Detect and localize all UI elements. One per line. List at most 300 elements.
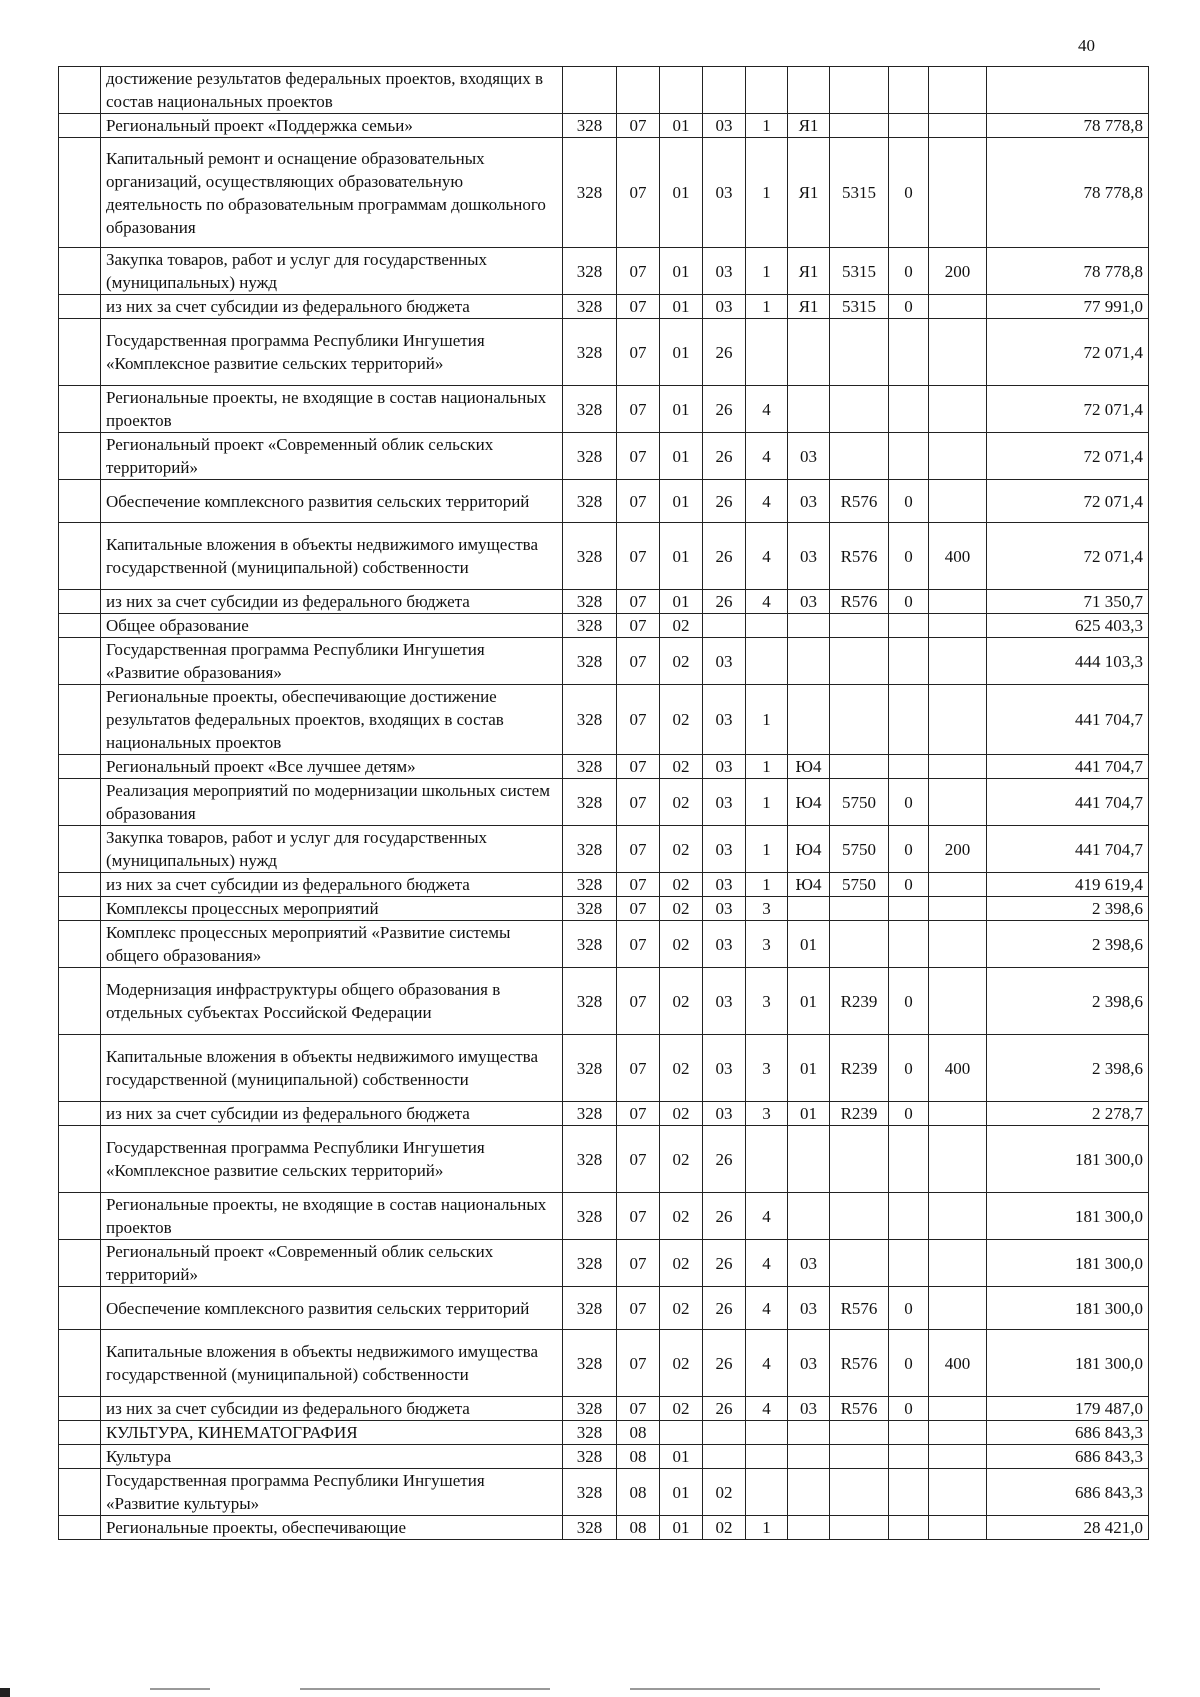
cell-type: 3 <box>746 897 788 921</box>
cell-direction <box>830 897 889 921</box>
cell-z <box>889 755 929 779</box>
cell-pg: 26 <box>703 480 746 523</box>
cell-name: Реализация мероприятий по модернизации школьных систем образования <box>101 779 563 826</box>
table-row <box>59 826 1149 873</box>
cell-name: Государственная программа Республики Ингушетия «Развитие культуры» <box>101 1469 563 1516</box>
cell-name: Капитальные вложения в объекты недвижимого имущества государственной (муниципальной) собственности <box>101 1330 563 1397</box>
cell-pg: 03 <box>703 897 746 921</box>
cell-ved: 328 <box>563 1240 617 1287</box>
cell-direction: R576 <box>830 1397 889 1421</box>
cell-sum: 686 843,3 <box>987 1445 1149 1469</box>
cell-type <box>746 638 788 685</box>
cell-pg <box>703 1445 746 1469</box>
cell-index <box>59 1469 101 1516</box>
cell-pg <box>703 67 746 114</box>
cell-name: Обеспечение комплексного развития сельских территорий <box>101 480 563 523</box>
cell-pg: 26 <box>703 386 746 433</box>
cell-direction <box>830 433 889 480</box>
cell-sum <box>987 67 1149 114</box>
cell-type: 1 <box>746 873 788 897</box>
table-row <box>59 319 1149 386</box>
cell-ved: 328 <box>563 295 617 319</box>
cell-vr <box>929 480 987 523</box>
cell-z: 0 <box>889 1035 929 1102</box>
cell-rz: 07 <box>617 1193 660 1240</box>
cell-z <box>889 1421 929 1445</box>
cell-name: Капитальные вложения в объекты недвижимого имущества государственной (муниципальной) собственности <box>101 523 563 590</box>
cell-direction <box>830 685 889 755</box>
cell-name: Общее образование <box>101 614 563 638</box>
cell-ved: 328 <box>563 826 617 873</box>
cell-z: 0 <box>889 968 929 1035</box>
cell-pg: 03 <box>703 114 746 138</box>
cell-type: 4 <box>746 386 788 433</box>
cell-name: достижение результатов федеральных проектов, входящих в состав национальных проектов <box>101 67 563 114</box>
cell-pg: 26 <box>703 523 746 590</box>
cell-project: 01 <box>788 1035 830 1102</box>
table-body <box>59 67 1149 1540</box>
table-row <box>59 921 1149 968</box>
table-row <box>59 1035 1149 1102</box>
cell-rz <box>617 67 660 114</box>
cell-direction <box>830 614 889 638</box>
cell-sum: 72 071,4 <box>987 480 1149 523</box>
cell-sum: 441 704,7 <box>987 685 1149 755</box>
cell-ved: 328 <box>563 638 617 685</box>
cell-type: 1 <box>746 248 788 295</box>
cell-name: Капитальный ремонт и оснащение образовательных организаций, осуществляющих образовательную деятельность по образовательным программам дошкольного образования <box>101 138 563 248</box>
cell-z: 0 <box>889 873 929 897</box>
cell-project: 03 <box>788 433 830 480</box>
cell-z <box>889 1240 929 1287</box>
cell-z: 0 <box>889 826 929 873</box>
cell-sum: 441 704,7 <box>987 755 1149 779</box>
cell-type: 4 <box>746 1287 788 1330</box>
cell-ved: 328 <box>563 114 617 138</box>
cell-pr: 02 <box>660 1240 703 1287</box>
cell-index <box>59 1287 101 1330</box>
cell-z: 0 <box>889 295 929 319</box>
cell-rz: 07 <box>617 114 660 138</box>
cell-vr <box>929 685 987 755</box>
cell-pr: 02 <box>660 1330 703 1397</box>
cell-ved: 328 <box>563 685 617 755</box>
cell-pg: 03 <box>703 921 746 968</box>
cell-pr: 02 <box>660 685 703 755</box>
cell-project <box>788 897 830 921</box>
cell-pr: 02 <box>660 921 703 968</box>
table-row <box>59 873 1149 897</box>
cell-z: 0 <box>889 1287 929 1330</box>
table-row <box>59 755 1149 779</box>
table-row <box>59 480 1149 523</box>
cell-direction: R576 <box>830 590 889 614</box>
cell-z <box>889 1126 929 1193</box>
cell-project: 03 <box>788 523 830 590</box>
cell-pr <box>660 1421 703 1445</box>
cell-name: из них за счет субсидии из федерального бюджета <box>101 1397 563 1421</box>
cell-sum: 444 103,3 <box>987 638 1149 685</box>
table-row <box>59 523 1149 590</box>
cell-name: Комплексы процессных мероприятий <box>101 897 563 921</box>
cell-vr <box>929 1102 987 1126</box>
cell-rz: 07 <box>617 1035 660 1102</box>
cell-rz: 07 <box>617 433 660 480</box>
cell-project: 01 <box>788 1102 830 1126</box>
cell-type <box>746 614 788 638</box>
cell-name: из них за счет субсидии из федерального бюджета <box>101 873 563 897</box>
cell-rz: 07 <box>617 755 660 779</box>
cell-z <box>889 1193 929 1240</box>
cell-type <box>746 1469 788 1516</box>
cell-project: 01 <box>788 968 830 1035</box>
cell-index <box>59 614 101 638</box>
cell-z: 0 <box>889 590 929 614</box>
cell-direction <box>830 319 889 386</box>
cell-index <box>59 480 101 523</box>
cell-vr <box>929 386 987 433</box>
table-row <box>59 638 1149 685</box>
cell-direction <box>830 1193 889 1240</box>
cell-rz: 07 <box>617 638 660 685</box>
cell-pr: 02 <box>660 638 703 685</box>
cell-pg: 03 <box>703 685 746 755</box>
cell-pg: 26 <box>703 590 746 614</box>
cell-project <box>788 67 830 114</box>
cell-ved: 328 <box>563 319 617 386</box>
cell-project: Я1 <box>788 114 830 138</box>
cell-vr <box>929 433 987 480</box>
cell-type: 1 <box>746 138 788 248</box>
cell-type <box>746 319 788 386</box>
table-row <box>59 614 1149 638</box>
cell-z: 0 <box>889 779 929 826</box>
cell-z: 0 <box>889 1397 929 1421</box>
cell-direction <box>830 638 889 685</box>
cell-index <box>59 1193 101 1240</box>
cell-index <box>59 897 101 921</box>
cell-pr: 01 <box>660 433 703 480</box>
table-row <box>59 1240 1149 1287</box>
cell-sum: 181 300,0 <box>987 1330 1149 1397</box>
cell-direction <box>830 755 889 779</box>
cell-index <box>59 590 101 614</box>
cell-index <box>59 433 101 480</box>
cell-index <box>59 67 101 114</box>
cell-sum: 78 778,8 <box>987 138 1149 248</box>
cell-vr: 400 <box>929 523 987 590</box>
cell-rz: 07 <box>617 480 660 523</box>
table-row <box>59 1397 1149 1421</box>
cell-type: 4 <box>746 523 788 590</box>
cell-vr <box>929 1445 987 1469</box>
cell-type: 1 <box>746 685 788 755</box>
cell-sum: 441 704,7 <box>987 779 1149 826</box>
cell-pg <box>703 614 746 638</box>
cell-rz: 07 <box>617 1126 660 1193</box>
cell-project: Ю4 <box>788 755 830 779</box>
cell-vr <box>929 873 987 897</box>
cell-pg: 03 <box>703 1035 746 1102</box>
cell-pr: 02 <box>660 1035 703 1102</box>
cell-ved: 328 <box>563 523 617 590</box>
cell-sum: 181 300,0 <box>987 1193 1149 1240</box>
cell-direction <box>830 114 889 138</box>
cell-pg: 03 <box>703 295 746 319</box>
cell-type: 1 <box>746 755 788 779</box>
cell-sum: 77 991,0 <box>987 295 1149 319</box>
cell-pg: 26 <box>703 319 746 386</box>
cell-direction: R576 <box>830 1330 889 1397</box>
cell-pr: 02 <box>660 968 703 1035</box>
cell-rz: 07 <box>617 295 660 319</box>
cell-direction <box>830 1469 889 1516</box>
cell-z <box>889 386 929 433</box>
cell-index <box>59 295 101 319</box>
cell-direction: 5750 <box>830 873 889 897</box>
cell-pr: 02 <box>660 1397 703 1421</box>
cell-ved: 328 <box>563 480 617 523</box>
cell-name: Модернизация инфраструктуры общего образования в отдельных субъектах Российской Федерации <box>101 968 563 1035</box>
cell-pg <box>703 1421 746 1445</box>
cell-pr: 02 <box>660 779 703 826</box>
table-row <box>59 897 1149 921</box>
cell-index <box>59 1445 101 1469</box>
cell-project: 03 <box>788 1330 830 1397</box>
cell-vr <box>929 755 987 779</box>
cell-project <box>788 1445 830 1469</box>
cell-index <box>59 1126 101 1193</box>
cell-sum: 72 071,4 <box>987 523 1149 590</box>
cell-index <box>59 1035 101 1102</box>
cell-direction <box>830 1126 889 1193</box>
cell-direction <box>830 386 889 433</box>
table-row <box>59 1445 1149 1469</box>
cell-name: КУЛЬТУРА, КИНЕМАТОГРАФИЯ <box>101 1421 563 1445</box>
cell-vr: 400 <box>929 1035 987 1102</box>
cell-ved: 328 <box>563 386 617 433</box>
cell-name: из них за счет субсидии из федерального бюджета <box>101 295 563 319</box>
cell-ved: 328 <box>563 1193 617 1240</box>
cell-z <box>889 433 929 480</box>
table-row <box>59 590 1149 614</box>
cell-type: 4 <box>746 590 788 614</box>
cell-index <box>59 386 101 433</box>
cell-project <box>788 1516 830 1540</box>
cell-name: Региональный проект «Современный облик сельских территорий» <box>101 433 563 480</box>
table-row <box>59 1102 1149 1126</box>
cell-rz: 07 <box>617 319 660 386</box>
cell-z: 0 <box>889 523 929 590</box>
cell-type: 3 <box>746 968 788 1035</box>
cell-name: Региональные проекты, обеспечивающие достижение результатов федеральных проектов, входящих в состав национальных проектов <box>101 685 563 755</box>
cell-index <box>59 1516 101 1540</box>
cell-pr: 01 <box>660 480 703 523</box>
cell-project <box>788 614 830 638</box>
table-row <box>59 1287 1149 1330</box>
cell-rz: 08 <box>617 1421 660 1445</box>
cell-index <box>59 1240 101 1287</box>
table-row <box>59 433 1149 480</box>
cell-z <box>889 897 929 921</box>
cell-pg: 26 <box>703 1330 746 1397</box>
cell-project <box>788 1469 830 1516</box>
cell-z <box>889 114 929 138</box>
cell-type: 1 <box>746 1516 788 1540</box>
cell-ved: 328 <box>563 755 617 779</box>
cell-index <box>59 921 101 968</box>
cell-ved: 328 <box>563 873 617 897</box>
cell-z: 0 <box>889 1330 929 1397</box>
scan-artifact-mark <box>0 1688 10 1697</box>
cell-type: 3 <box>746 921 788 968</box>
cell-vr <box>929 897 987 921</box>
cell-name: Региональный проект «Современный облик сельских территорий» <box>101 1240 563 1287</box>
cell-z <box>889 614 929 638</box>
cell-pg: 03 <box>703 248 746 295</box>
cell-project: 03 <box>788 590 830 614</box>
table-row <box>59 1421 1149 1445</box>
cell-vr <box>929 1397 987 1421</box>
cell-project: 03 <box>788 1287 830 1330</box>
cell-vr <box>929 1421 987 1445</box>
cell-index <box>59 968 101 1035</box>
cell-ved: 328 <box>563 1397 617 1421</box>
cell-pr: 01 <box>660 523 703 590</box>
cell-sum: 2 398,6 <box>987 968 1149 1035</box>
cell-type: 1 <box>746 114 788 138</box>
cell-sum: 2 278,7 <box>987 1102 1149 1126</box>
cell-index <box>59 319 101 386</box>
cell-pr <box>660 67 703 114</box>
cell-ved: 328 <box>563 1287 617 1330</box>
cell-rz: 07 <box>617 138 660 248</box>
cell-pr: 01 <box>660 114 703 138</box>
cell-sum: 2 398,6 <box>987 897 1149 921</box>
cell-direction: 5315 <box>830 138 889 248</box>
cell-pr: 01 <box>660 1516 703 1540</box>
cell-direction <box>830 1516 889 1540</box>
cell-direction <box>830 921 889 968</box>
cell-sum: 72 071,4 <box>987 433 1149 480</box>
cell-type <box>746 67 788 114</box>
cell-rz: 07 <box>617 1397 660 1421</box>
cell-pr: 01 <box>660 138 703 248</box>
cell-vr: 400 <box>929 1330 987 1397</box>
cell-rz: 08 <box>617 1516 660 1540</box>
cell-rz: 07 <box>617 826 660 873</box>
cell-vr <box>929 779 987 826</box>
cell-direction: 5315 <box>830 248 889 295</box>
cell-name: Государственная программа Республики Ингушетия «Развитие образования» <box>101 638 563 685</box>
cell-pr: 01 <box>660 295 703 319</box>
cell-pr: 02 <box>660 1193 703 1240</box>
cell-pr: 01 <box>660 1445 703 1469</box>
cell-ved: 328 <box>563 248 617 295</box>
cell-z <box>889 638 929 685</box>
cell-ved: 328 <box>563 1516 617 1540</box>
cell-index <box>59 1421 101 1445</box>
cell-name: Региональные проекты, не входящие в состав национальных проектов <box>101 386 563 433</box>
cell-project: 03 <box>788 1397 830 1421</box>
cell-sum: 28 421,0 <box>987 1516 1149 1540</box>
cell-sum: 419 619,4 <box>987 873 1149 897</box>
cell-project: 03 <box>788 480 830 523</box>
cell-pr: 02 <box>660 614 703 638</box>
cell-pg: 02 <box>703 1469 746 1516</box>
table-row <box>59 685 1149 755</box>
cell-pr: 02 <box>660 1287 703 1330</box>
cell-pr: 02 <box>660 1102 703 1126</box>
cell-vr <box>929 114 987 138</box>
cell-z <box>889 1445 929 1469</box>
cell-rz: 07 <box>617 590 660 614</box>
cell-rz: 07 <box>617 1240 660 1287</box>
cell-ved <box>563 67 617 114</box>
cell-type: 1 <box>746 779 788 826</box>
cell-pr: 01 <box>660 248 703 295</box>
cell-index <box>59 523 101 590</box>
cell-pg: 03 <box>703 826 746 873</box>
cell-vr <box>929 1193 987 1240</box>
cell-type: 4 <box>746 1397 788 1421</box>
cell-vr <box>929 295 987 319</box>
cell-project <box>788 1421 830 1445</box>
cell-pg: 02 <box>703 1516 746 1540</box>
cell-project: 03 <box>788 1240 830 1287</box>
cell-index <box>59 1330 101 1397</box>
cell-index <box>59 638 101 685</box>
cell-sum: 181 300,0 <box>987 1126 1149 1193</box>
cell-vr <box>929 319 987 386</box>
cell-vr <box>929 67 987 114</box>
cell-sum: 72 071,4 <box>987 319 1149 386</box>
cell-pg: 03 <box>703 138 746 248</box>
cell-pr: 02 <box>660 755 703 779</box>
table-row <box>59 779 1149 826</box>
cell-sum: 2 398,6 <box>987 921 1149 968</box>
cell-type: 1 <box>746 826 788 873</box>
cell-vr: 200 <box>929 826 987 873</box>
cell-type: 4 <box>746 1240 788 1287</box>
cell-type <box>746 1421 788 1445</box>
cell-name: Государственная программа Республики Ингушетия «Комплексное развитие сельских территорий» <box>101 1126 563 1193</box>
cell-pg: 26 <box>703 1193 746 1240</box>
cell-sum: 181 300,0 <box>987 1287 1149 1330</box>
cell-ved: 328 <box>563 897 617 921</box>
cell-z: 0 <box>889 138 929 248</box>
cell-vr <box>929 921 987 968</box>
cell-name: Государственная программа Республики Ингушетия «Комплексное развитие сельских территорий» <box>101 319 563 386</box>
cell-ved: 328 <box>563 1445 617 1469</box>
cell-z <box>889 921 929 968</box>
cell-pg: 03 <box>703 638 746 685</box>
table-row <box>59 1126 1149 1193</box>
cell-pr: 01 <box>660 319 703 386</box>
cell-sum: 625 403,3 <box>987 614 1149 638</box>
cell-z: 0 <box>889 248 929 295</box>
budget-table <box>58 66 1149 1540</box>
table-row <box>59 295 1149 319</box>
cell-sum: 179 487,0 <box>987 1397 1149 1421</box>
cell-pg: 03 <box>703 755 746 779</box>
cell-pr: 01 <box>660 1469 703 1516</box>
cell-direction: 5750 <box>830 826 889 873</box>
table-row <box>59 1469 1149 1516</box>
cell-name: Региональный проект «Поддержка семьи» <box>101 114 563 138</box>
cell-vr <box>929 1126 987 1193</box>
cell-rz: 07 <box>617 523 660 590</box>
